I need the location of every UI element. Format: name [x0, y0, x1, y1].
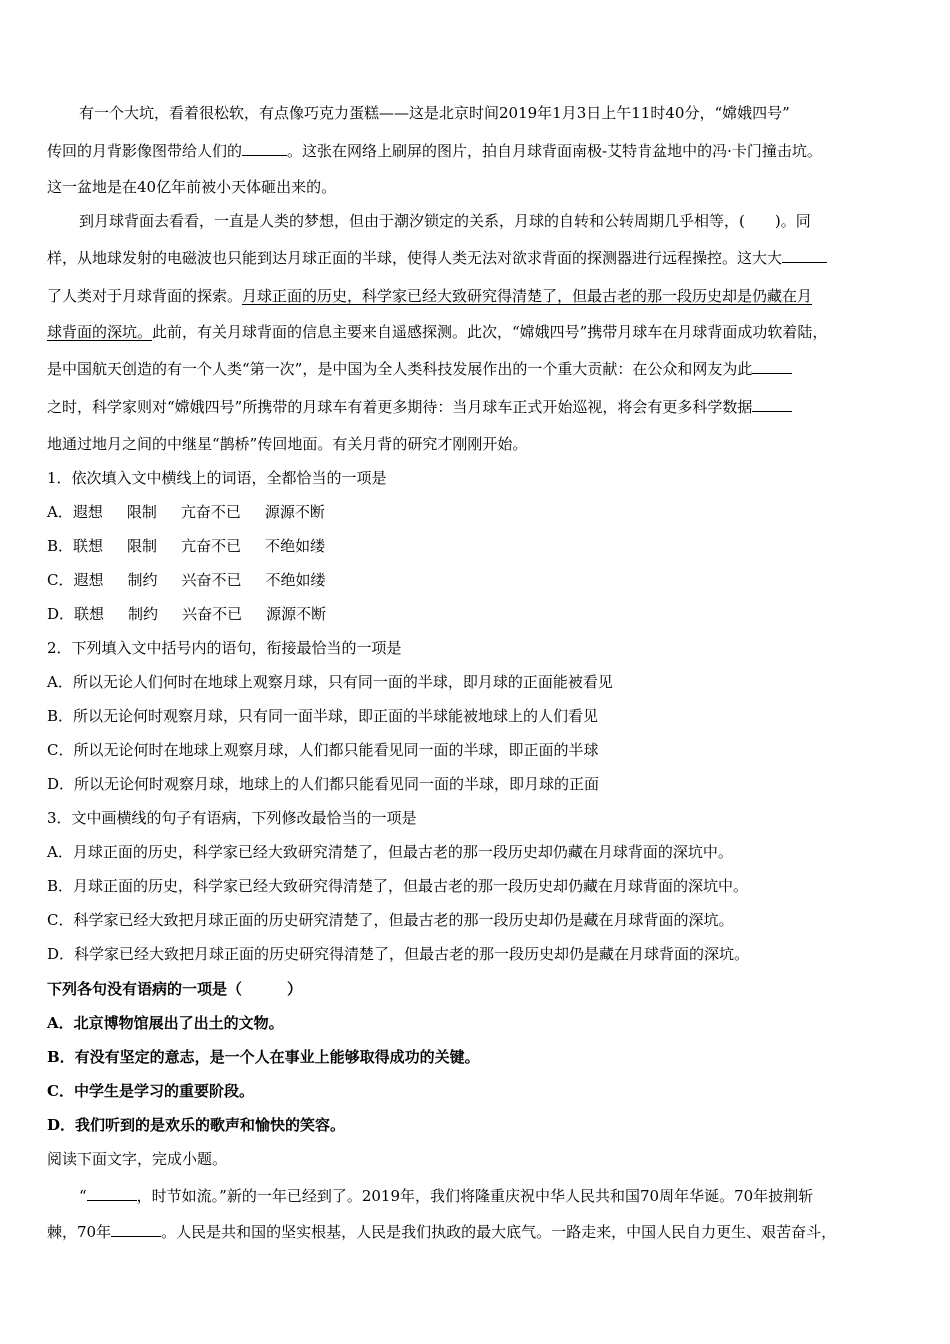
- fill-blank: [111, 1221, 161, 1237]
- underlined-sentence: 月球正面的历史，科学家已经大致研究得清楚了，但最古老的那一段历史却是仍藏在月: [242, 287, 813, 305]
- option-a[interactable]: A．遐想 限制 亢奋不已 源源不断: [47, 503, 325, 521]
- passage-line: 球背面的深坑。此前，有关月球背面的信息主要来自遥感探测。此次，“嫦娥四号”携带月球车在月球背面成功软着陆，: [47, 323, 828, 341]
- fill-blank: [87, 1185, 137, 1201]
- option-a[interactable]: A．月球正面的历史，科学家已经大致研究清楚了，但最古老的那一段历史却仍藏在月球背面的深坑中。: [47, 843, 733, 861]
- passage-line: 到月球背面去看看，一直是人类的梦想，但由于潮汐锁定的关系，月球的自转和公转周期几乎相等，( )。同: [79, 212, 811, 230]
- option-a[interactable]: A．所以无论人们何时在地球上观察月球，只有同一面的半球，即月球的正面能被看见: [47, 673, 613, 691]
- option-d[interactable]: D．我们听到的是欢乐的歌声和愉快的笑容。: [47, 1116, 346, 1134]
- passage-line: 了人类对于月球背面的探索。月球正面的历史，科学家已经大致研究得清楚了，但最古老的那一段历史却是仍藏在月: [47, 287, 813, 305]
- option-d[interactable]: D．所以无论何时观察月球，地球上的人们都只能看见同一面的半球，即月球的正面: [47, 775, 600, 793]
- question-stem: 下列各句没有语病的一项是（ ）: [47, 980, 303, 998]
- option-b[interactable]: B．有没有坚定的意志，是一个人在事业上能够取得成功的关键。: [47, 1048, 480, 1066]
- option-c[interactable]: C．科学家已经大致把月球正面的历史研究清楚了，但最古老的那一段历史却仍是藏在月球背面的深坑。: [47, 911, 734, 929]
- passage-line: 地通过地月之间的中继星“鹊桥”传回地面。有关月背的研究才刚刚开始。: [47, 435, 528, 453]
- option-c[interactable]: C．遐想 制约 兴奋不已 不绝如缕: [47, 571, 326, 589]
- option-c[interactable]: C．所以无论何时在地球上观察月球，人们都只能看见同一面的半球，即正面的半球: [47, 741, 599, 759]
- passage-line: 传回的月背影像图带给人们的 。这张在网络上刷屏的图片，拍自月球背面南极-艾特肯盆地中的冯·卡门撞击坑。: [47, 142, 822, 160]
- passage-line: 之时，科学家则对“嫦娥四号”所携带的月球车有着更多期待：当月球车正式开始巡视，将会有更多科学数据: [47, 396, 792, 418]
- fill-blank: [782, 247, 827, 263]
- option-c[interactable]: C．中学生是学习的重要阶段。: [47, 1082, 254, 1100]
- fill-blank: [242, 140, 287, 156]
- section-intro: 阅读下面文字，完成小题。: [47, 1150, 228, 1168]
- option-d[interactable]: D．科学家已经大致把月球正面的历史研究得清楚了，但最古老的那一段历史却仍是藏在月球背面的深坑。: [47, 945, 750, 963]
- passage-line: 有一个大坑，看着很松软，有点像巧克力蛋糕——这是北京时间2019年1月3日上午11时40分，“嫦娥四号”: [79, 104, 790, 122]
- passage-line: 是中国航天创造的有一个人类“第一次”，是中国为全人类科技发展作出的一个重大贡献：在公众和网友为此: [47, 358, 792, 380]
- option-d[interactable]: D．联想 制约 兴奋不已 源源不断: [47, 605, 327, 623]
- question-stem: 1．依次填入文中横线上的词语，全都恰当的一项是: [47, 469, 387, 487]
- option-a[interactable]: A．北京博物馆展出了出土的文物。: [47, 1014, 284, 1032]
- option-b[interactable]: B．所以无论何时观察月球，只有同一面半球，即正面的半球能被地球上的人们看见: [47, 707, 599, 725]
- fill-blank: [752, 396, 792, 412]
- passage-line: “ ，时节如流。”新的一年已经到了。2019年，我们将隆重庆祝中华人民共和国70周年华诞。70年披荆斩: [79, 1187, 814, 1205]
- passage-line: 棘，70年 。人民是共和国的坚实根基，人民是我们执政的最大底气。一路走来，中国人民自力更生、艰苦奋斗，: [47, 1223, 837, 1241]
- underlined-sentence: 球背面的深坑。: [47, 323, 153, 341]
- question-stem: 3．文中画横线的句子有语病，下列修改最恰当的一项是: [47, 809, 417, 827]
- option-b[interactable]: B．月球正面的历史，科学家已经大致研究得清楚了，但最古老的那一段历史却仍藏在月球背面的深坑中。: [47, 877, 749, 895]
- passage-line: 样，从地球发射的电磁波也只能到达月球正面的半球，使得人类无法对欲求背面的探测器进行远程操控。这大大: [47, 247, 827, 269]
- question-stem: 2．下列填入文中括号内的语句，衔接最恰当的一项是: [47, 639, 402, 657]
- fill-blank: [752, 358, 792, 374]
- option-b[interactable]: B．联想 限制 亢奋不已 不绝如缕: [47, 537, 326, 555]
- passage-line: 这一盆地是在40亿年前被小天体砸出来的。: [47, 178, 337, 196]
